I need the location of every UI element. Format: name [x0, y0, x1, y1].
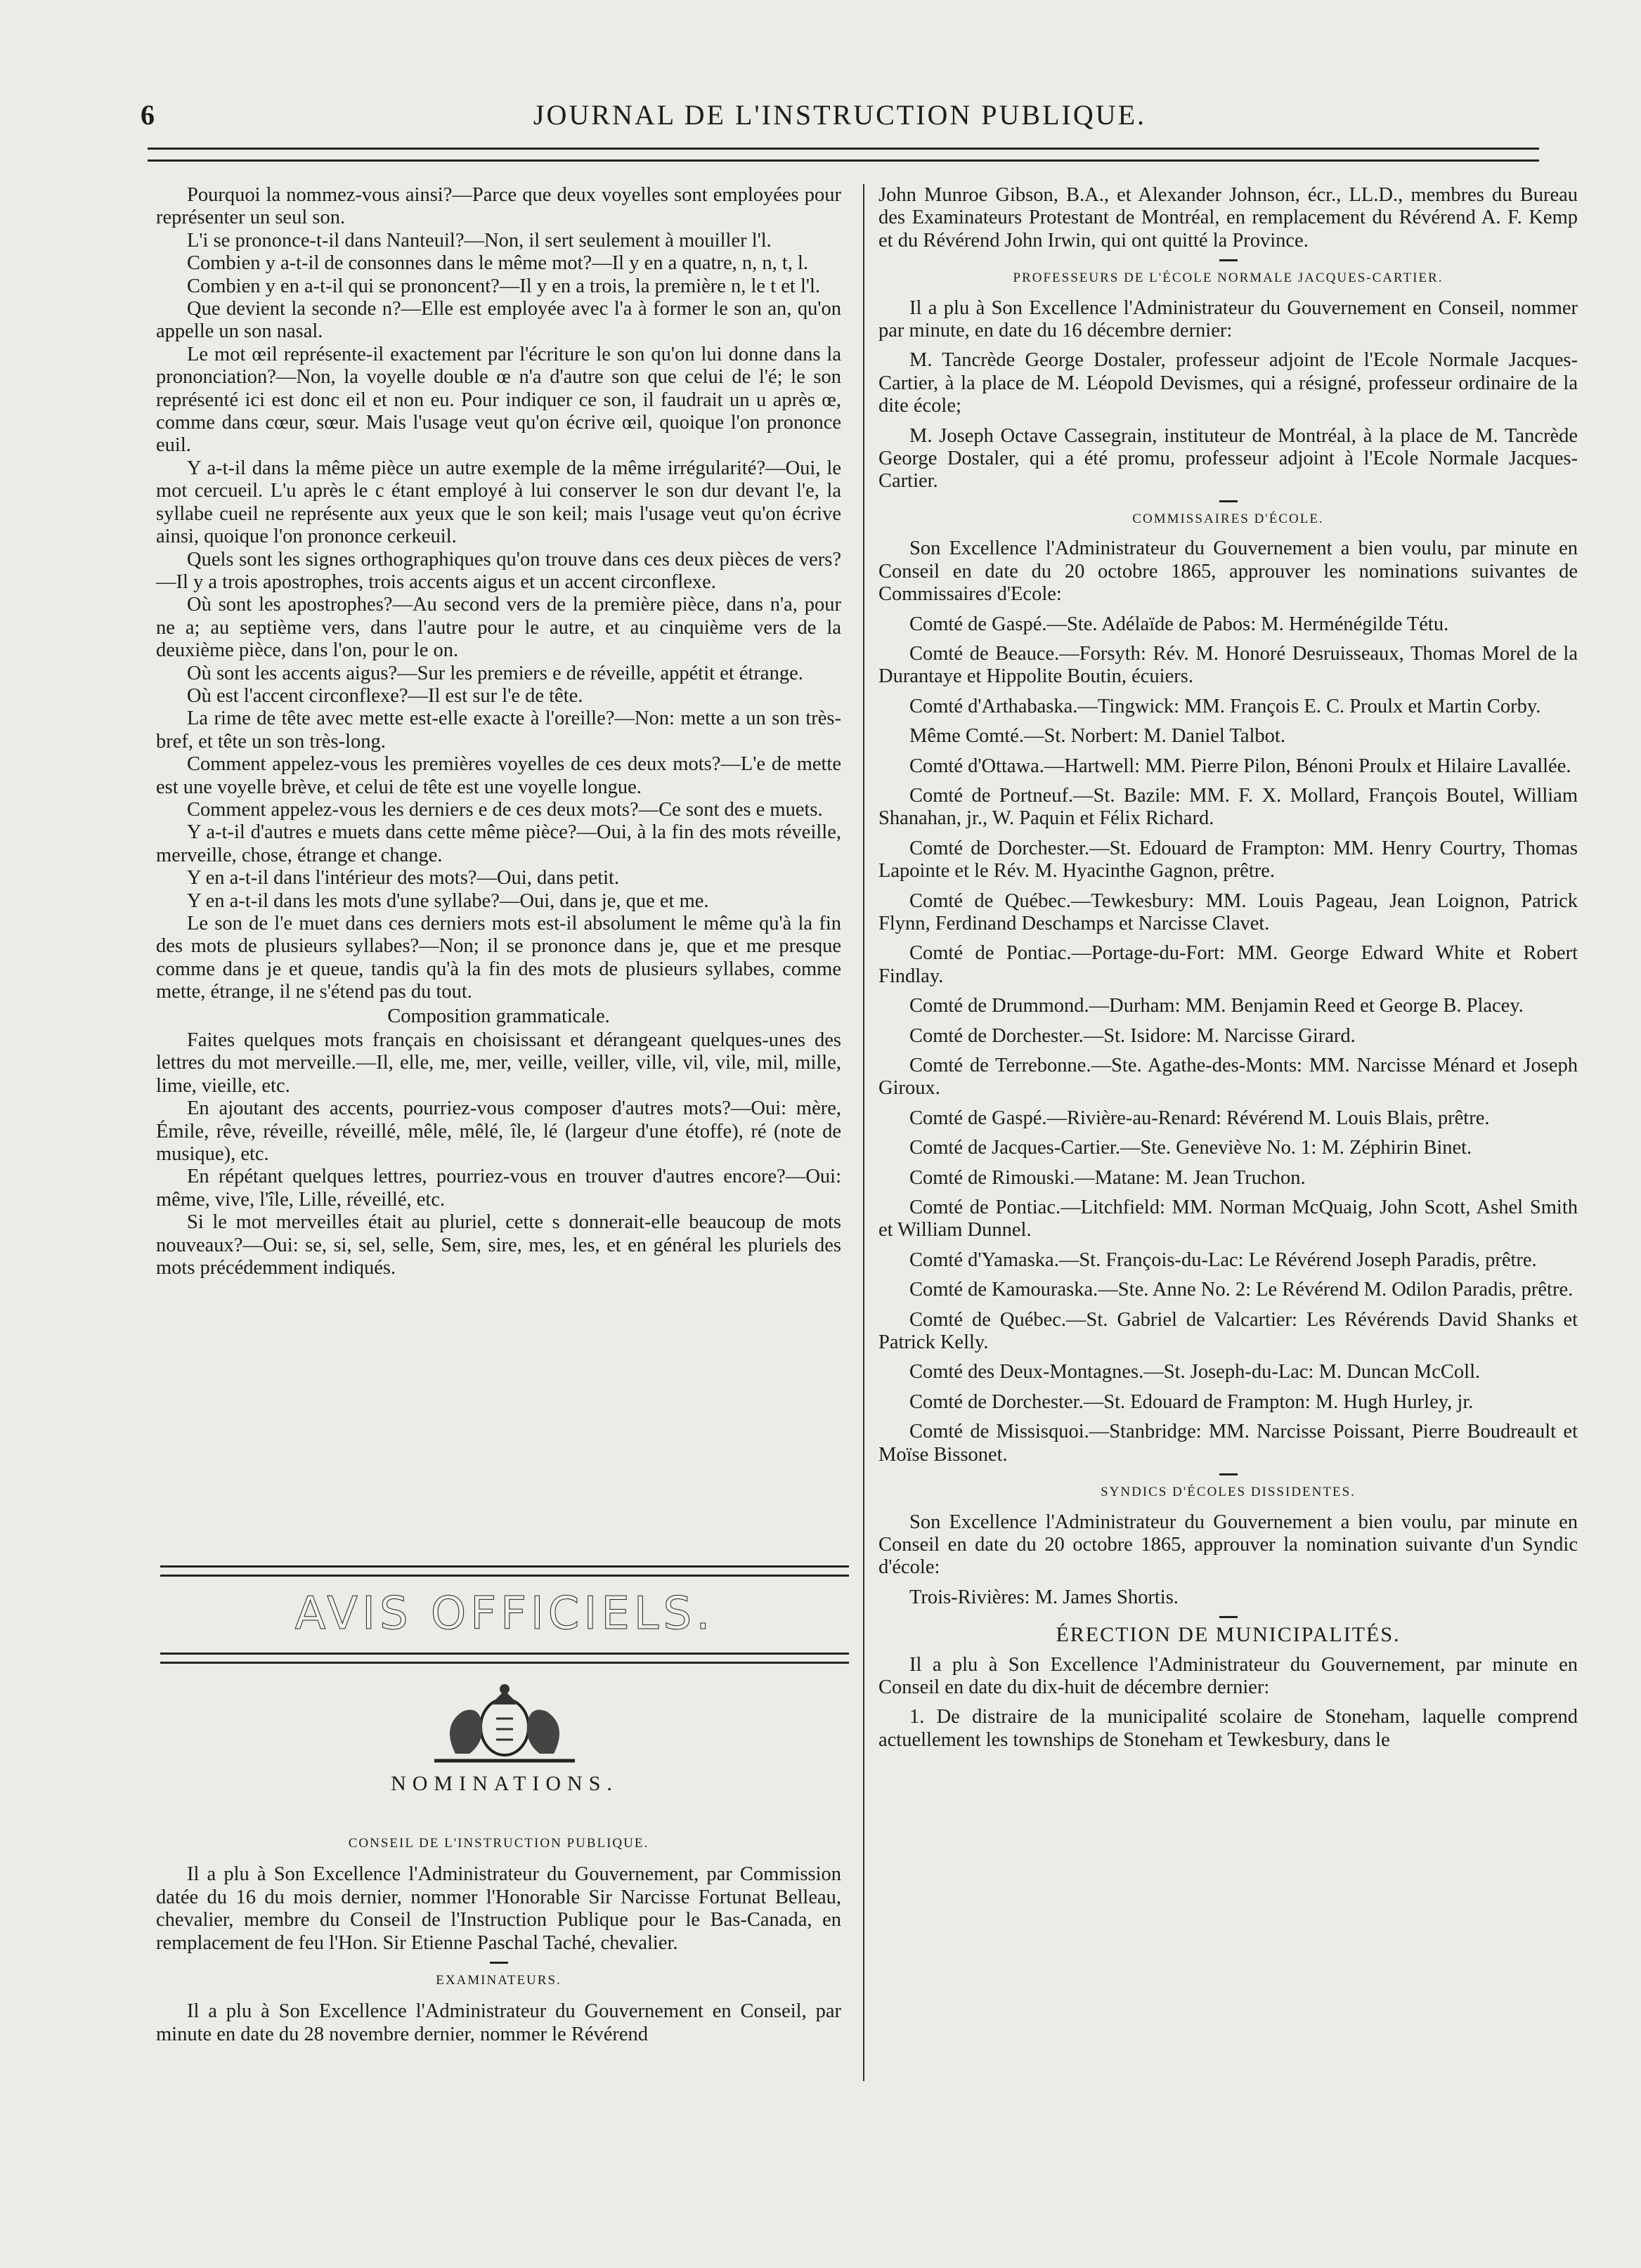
section-dash [1219, 259, 1238, 261]
list-item: Comté de Missisquoi.—Stanbridge: MM. Narcisse Poissant, Pierre Boudreault et Moïse Bissonet. [878, 1421, 1578, 1466]
left-column [156, 184, 841, 1280]
journal-title: JOURNAL DE L'INSTRUCTION PUBLIQUE. [533, 99, 1147, 131]
list-item: Comté de Drummond.—Durham: MM. Benjamin Reed et George B. Placey. [909, 995, 1524, 1017]
list-item: Comté d'Yamaska.—St. François-du-Lac: Le Révérend Joseph Paradis, prêtre. [909, 1249, 1537, 1271]
paragraph: Y a-t-il dans la même pièce un autre exemple de la même irrégularité?—Oui, le mot cercueil. L'u après le c étant employé à lui conserver le son dur devant l'e, la syllabe cueil ne représente aux yeux que le son keil; mais l'usage veut qu'on écrive ainsi, quoique l'on prononce cerkeuil. [156, 457, 841, 548]
paragraph: Le son de l'e muet dans ces derniers mots est-il absolument le même qu'à la fin des mots de plusieurs syllabes?—Non; il se prononce dans je, que et me presque comme dans je et queue, tandis qu'à la fin des mots de plusieurs syllabes, comme mette, étrange, il ne s'étend pas du tout. [156, 913, 841, 1003]
paragraph: John Munroe Gibson, B.A., et Alexander Johnson, écr., LL.D., membres du Bureau des Examinateurs Protestant de Montréal, en remplacement du Révérend A. F. Kemp et du Révérend John Irwin, qui ont quitté la Province. [878, 184, 1578, 252]
royal-coat-of-arms-crest-icon [413, 1676, 596, 1768]
paragraph: La rime de tête avec mette est-elle exacte à l'oreille?—Non: mette a un son très-bref, et tête un son très-long. [156, 708, 841, 752]
conseil-heading: CONSEIL DE L'INSTRUCTION PUBLIQUE. [348, 1836, 649, 1851]
paragraph: Quels sont les signes orthographiques qu'on trouve dans ces deux pièces de vers?—Il y a trois apostrophes, trois accents aigus et un accent circonflexe. [156, 548, 841, 593]
paragraph: M. Joseph Octave Cassegrain, instituteur de Montréal, à la place de M. Tancrède George Dostaler, qui a été promu, professeur adjoint à l'Ecole Normale Jacques-Cartier. [878, 424, 1578, 493]
list-item: Comté de Gaspé.—Rivière-au-Renard: Révérend M. Louis Blais, prêtre. [909, 1107, 1490, 1129]
paragraph: Comment appelez-vous les premières voyelles de ces deux mots?—L'e de mette est une voyelle brève, et celui de tête est une voyelle longue. [156, 753, 841, 798]
list-item: Comté de Pontiac.—Portage-du-Fort: MM. George Edward White et Robert Findlay. [878, 942, 1578, 987]
list-item: Comté de Terrebonne.—Ste. Agathe-des-Monts: MM. Narcisse Ménard et Joseph Giroux. [878, 1055, 1578, 1100]
paragraph: M. Tancrède George Dostaler, professeur adjoint de l'Ecole Normale Jacques-Cartier, à la place de M. Léopold Devismes, qui a résigné, professeur ordinaire de la dite école; [878, 349, 1578, 417]
paragraph: 1. De distraire de la municipalité scolaire de Stoneham, laquelle comprend actuellement les townships de Stoneham et Tewkesbury, dans le [878, 1706, 1578, 1751]
list-item: Comté de Québec.—Tewkesbury: MM. Louis Pageau, Jean Loignon, Patrick Flynn, Ferdinand Deschamps et Narcisse Clavet. [878, 889, 1578, 934]
paragraph: Où sont les accents aigus?—Sur les premiers e de réveille, appétit et étrange. [187, 662, 803, 684]
paragraph: Y en a-t-il dans les mots d'une syllabe?—Oui, dans je, que et me. [187, 889, 709, 912]
paragraph: Où est l'accent circonflexe?—Il est sur l'e de tête. [187, 684, 583, 707]
composition-heading: Composition grammaticale. [387, 1005, 610, 1027]
paragraph: En répétant quelques lettres, pourriez-vous en trouver d'autres encore?—Oui: même, vive, l'île, Lille, réveillé, etc. [156, 1166, 841, 1211]
examinateurs-heading: EXAMINATEURS. [436, 1973, 562, 1988]
paragraph: Que devient la seconde n?—Elle est employée avec l'a à former le son an, qu'on appelle un son nasal. [156, 298, 841, 343]
list-item: Trois-Rivières: M. James Shortis. [909, 1586, 1179, 1608]
paragraph: Pourquoi la nommez-vous ainsi?—Parce que deux voyelles sont employées pour représenter un seul son. [156, 184, 841, 229]
right-column [878, 184, 1578, 1759]
paragraph: Faites quelques mots français en choisissant et dérangeant quelques-unes des lettres du mot merveille.—Il, elle, me, mer, veille, veiller, ville, vil, vile, mil, mille, lime, vieille, etc. [156, 1029, 841, 1097]
paragraph: En ajoutant des accents, pourriez-vous composer d'autres mots?—Oui: mère, Émile, rêve, réveille, réveillé, mêle, mêlé, île, lé (largeur d'une étoffe), ré (note de musique), etc. [156, 1097, 841, 1166]
avis-bottom-rule [160, 1653, 849, 1664]
paragraph: Son Excellence l'Administrateur du Gouvernement a bien voulu, par minute en Conseil en date du 20 octobre 1865, approuver les nominations suivantes de Commissaires d'Ecole: [878, 537, 1578, 606]
page-number: 6 [141, 99, 155, 131]
paragraph: Y a-t-il d'autres e muets dans cette même pièce?—Oui, à la fin des mots réveille, merveille, chose, étrange et change. [156, 821, 841, 866]
paragraph: Y en a-t-il dans l'intérieur des mots?—Oui, dans petit. [187, 867, 620, 889]
paragraph: Comment appelez-vous les derniers e de ces deux mots?—Ce sont des e muets. [187, 798, 823, 821]
avis-top-rule [160, 1565, 849, 1577]
paragraph: Son Excellence l'Administrateur du Gouvernement a bien voulu, par minute en Conseil en date du 20 octobre 1865, approuver la nomination suivante d'un Syndic d'école: [878, 1511, 1578, 1579]
paragraph: Il a plu à Son Excellence l'Administrateur du Gouvernement, par Commission datée du 16 du mois dernier, nommer l'Honorable Sir Narcisse Fortunat Belleau, chevalier, membre du Conseil de l'Instruction Publique pour le Bas-Canada, en remplacement de feu l'Hon. Sir Etienne Paschal Taché, chevalier. [156, 1863, 841, 1954]
list-item: Comté de Québec.—St. Gabriel de Valcartier: Les Révérends David Shanks et Patrick Kelly. [878, 1308, 1578, 1354]
section-dash [1219, 1473, 1238, 1475]
avis-officiels-block [160, 1565, 849, 1800]
paragraph: Il a plu à Son Excellence l'Administrateur du Gouvernement en Conseil, par minute en date du 28 novembre dernier, nommer le Révérend [156, 2000, 841, 2045]
header-double-rule [148, 148, 1539, 162]
professeurs-heading: PROFESSEURS DE L'ÉCOLE NORMALE JACQUES-CARTIER. [1013, 271, 1444, 286]
list-item: Comté de Rimouski.—Matane: M. Jean Truchon. [909, 1166, 1306, 1189]
paragraph: Combien y en a-t-il qui se prononcent?—Il y en a trois, la première n, le t et l'l. [187, 275, 821, 297]
section-dash [490, 1962, 508, 1964]
list-item: Comté d'Arthabaska.—Tingwick: MM. François E. C. Proulx et Martin Corby. [909, 695, 1541, 717]
list-item: Comté de Dorchester.—St. Edouard de Frampton: MM. Henry Courtry, Thomas Lapointe et le Rév. M. Hyacinthe Gagnon, prêtre. [878, 837, 1578, 882]
avis-title: AVIS OFFICIELS. [294, 1588, 715, 1640]
list-item: Comté de Kamouraska.—Ste. Anne No. 2: Le Révérend M. Odilon Paradis, prêtre. [909, 1279, 1574, 1301]
lower-left-column [156, 1827, 841, 2046]
list-item: Comté de Portneuf.—St. Bazile: MM. F. X. Mollard, François Boutel, William Shanahan, jr., W. Paquin et Félix Richard. [878, 784, 1578, 830]
list-item: Comté de Dorchester.—St. Isidore: M. Narcisse Girard. [909, 1024, 1356, 1047]
list-item: Comté de Pontiac.—Litchfield: MM. Norman McQuaig, John Scott, Ashel Smith et William Dunnel. [878, 1197, 1578, 1241]
nominations-heading: NOMINATIONS. [391, 1772, 618, 1795]
page-header [141, 98, 1539, 141]
paragraph: L'i se prononce-t-il dans Nanteuil?—Non, il sert seulement à mouiller l'l. [187, 229, 772, 252]
list-item: Comté de Gaspé.—Ste. Adélaïde de Pabos: M. Herménégilde Tétu. [909, 613, 1449, 635]
list-item: Même Comté.—St. Norbert: M. Daniel Talbot. [909, 725, 1285, 748]
paragraph: Il a plu à Son Excellence l'Administrateur du Gouvernement, par minute en Conseil en date du dix-huit de décembre dernier: [878, 1653, 1578, 1698]
municipalites-heading: ÉRECTION DE MUNICIPALITÉS. [1056, 1623, 1401, 1647]
list-item: Comté d'Ottawa.—Hartwell: MM. Pierre Pilon, Bénoni Proulx et Hilaire Lavallée. [909, 755, 1571, 777]
list-item: Comté de Jacques-Cartier.—Ste. Geneviève No. 1: M. Zéphirin Binet. [909, 1137, 1472, 1159]
paragraph: Si le mot merveilles était au pluriel, cette s donnerait-elle beaucoup de mots nouveaux?—Oui: se, si, sel, selle, Sem, sire, mes, les, et en général les pluriels des mots précédemment indiqués. [156, 1211, 841, 1279]
syndics-heading: SYNDICS D'ÉCOLES DISSIDENTES. [1101, 1485, 1356, 1500]
paragraph: Où sont les apostrophes?—Au second vers de la première pièce, dans n'a, pour ne a; au septième vers, dans l'autre pour le autre, et au cinquième vers de la deuxième pièce, dans l'on, pour le on. [156, 594, 841, 662]
paragraph: Le mot œil représente-il exactement par l'écriture le son qu'on lui donne dans la prononciation?—Non, la voyelle double œ n'a d'autre son que celui de l'é; le son représenté ici est donc eil et non eu. Pour indiquer ce son, il faudrait un u après œ, comme dans cœur, sœur. Mais l'usage veut qu'on écrive œil, quoique l'on prononce euil. [156, 343, 841, 457]
list-item: Comté des Deux-Montagnes.—St. Joseph-du-Lac: M. Duncan McColl. [909, 1361, 1481, 1383]
paragraph: Il a plu à Son Excellence l'Administrateur du Gouvernement en Conseil, nommer par minute, en date du 16 décembre dernier: [878, 296, 1578, 342]
column-divider [863, 184, 864, 2081]
paragraph: Combien y a-t-il de consonnes dans le même mot?—Il y en a quatre, n, n, t, l. [187, 252, 809, 275]
commissaires-heading: COMMISSAIRES D'ÉCOLE. [1132, 511, 1324, 526]
list-item: Comté de Dorchester.—St. Edouard de Frampton: M. Hugh Hurley, jr. [909, 1390, 1474, 1413]
section-dash [1219, 500, 1238, 502]
list-item: Comté de Beauce.—Forsyth: Rév. M. Honoré Desruisseaux, Thomas Morel de la Durantaye et Hippolite Boutin, écuiers. [878, 642, 1578, 688]
section-dash [1219, 1616, 1238, 1618]
